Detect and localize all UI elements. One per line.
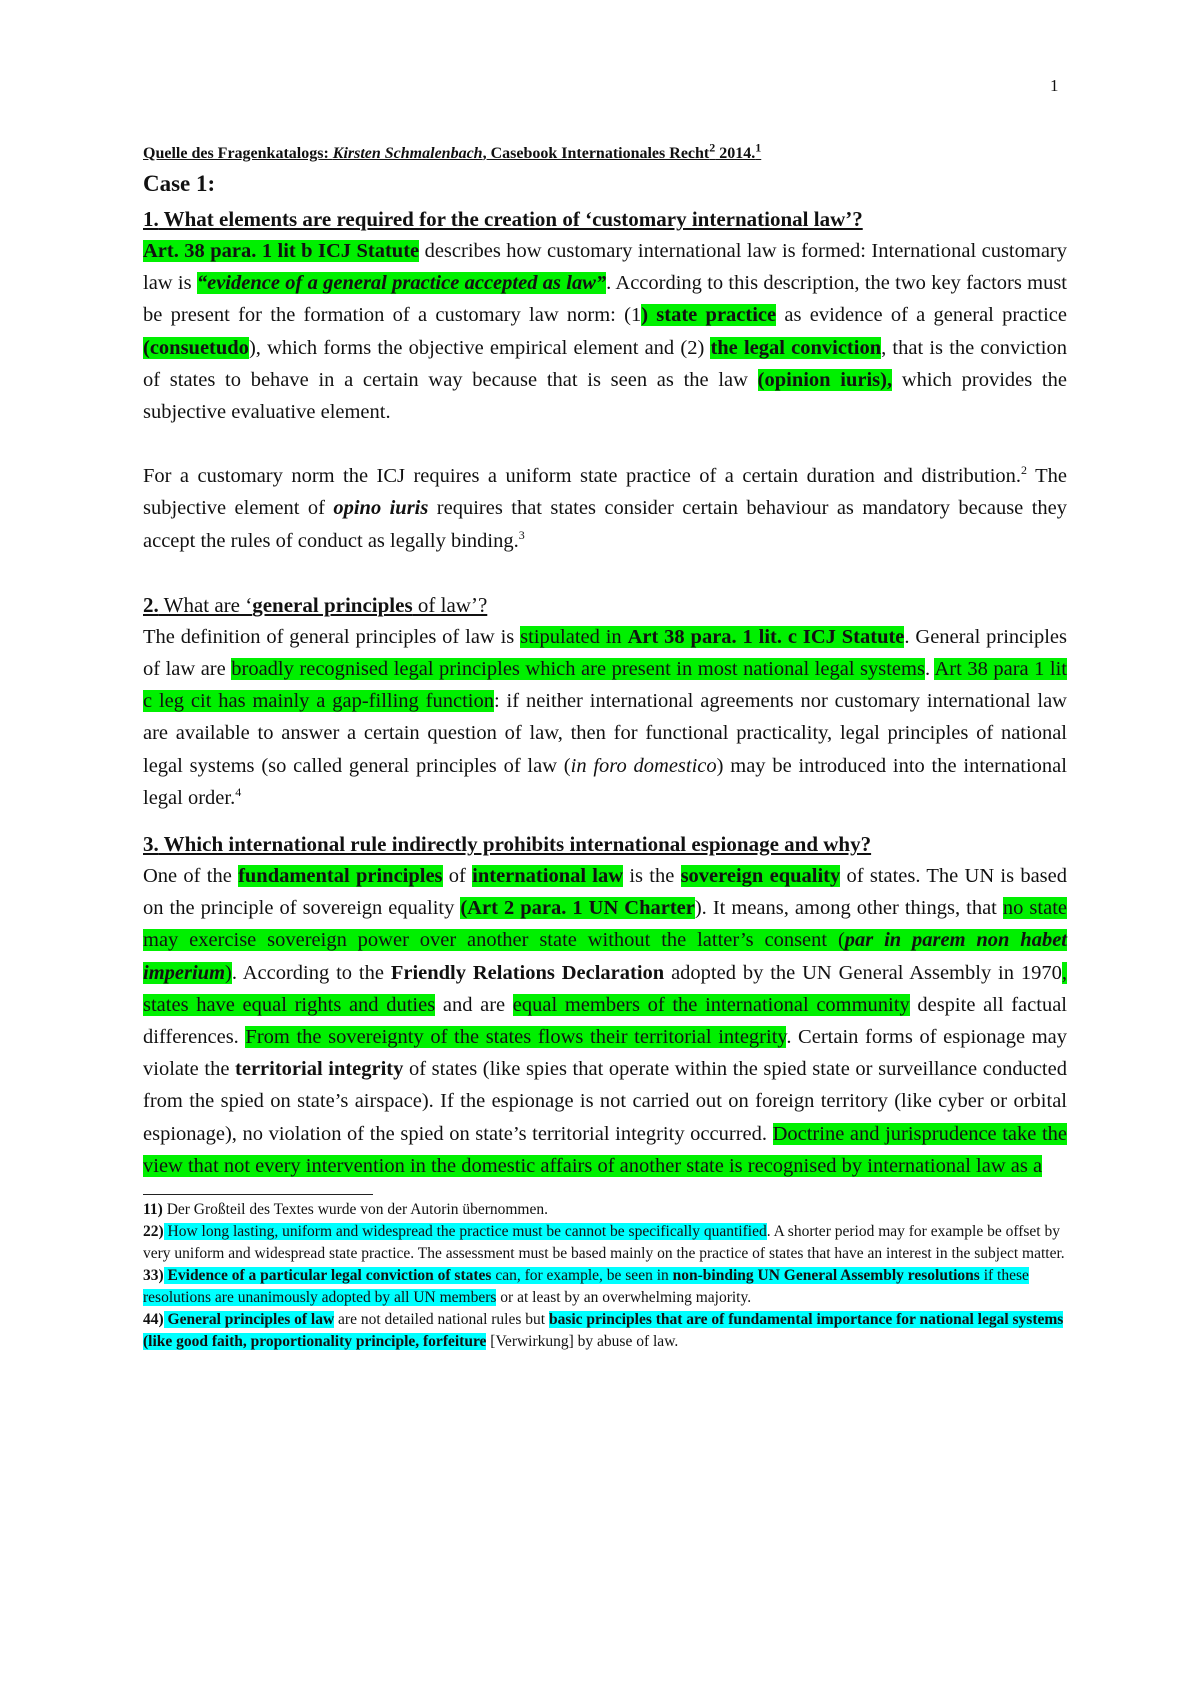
question-1-answer: Art. 38 para. 1 lit b ICJ Statute describes how customary international law is formed: International customary law is “evidence of a general practice accepted as law”. According to this description, the two key factors must be present for the formation of a customary law norm: (1) state practice as evidence of a general practice (consuetudo), which forms the objective empirical element and (2) the legal conviction, that is the conviction of states to behave in a certain way because that is seen as the law (opinion iuris), which provides the subjective evaluative element. — [143, 240, 1067, 424]
footnote-ref-2[interactable]: 2 — [1021, 463, 1028, 478]
footnote-4: 44) General principles of law are not detailed national rules but basic principles that are of fundamental importance for national legal systems (like good faith, proportionality principle, forfeiture [Verwirkung] by abuse of law. — [143, 1311, 1064, 1351]
source-author: Kirsten Schmalenbach — [332, 145, 483, 162]
document-body — [143, 135, 1067, 1353]
question-2-answer: The definition of general principles of law is stipulated in Art 38 para. 1 lit. c ICJ Statute. General principles of law are broadly recognised legal principles which are present in most national legal systems. Art 38 para 1 lit c leg cit has mainly a gap-filling function: if neither international agreements nor customary international law are available to answer a certain question of law, then for functional practicality, legal principles of national legal systems (so called general principles of law (in foro domestico) may be introduced into the international legal order.$^4$ — [143, 625, 1067, 809]
footnote-2: 22) How long lasting, uniform and widespread the practice must be cannot be specifically quantified. A shorter period may for example be offset by very uniform and widespread state practice. The assessment must be based mainly on the practice of states that have an interest in the subject matter. — [143, 1223, 1065, 1263]
question-1-heading: 1. What elements are required for the creation of ‘customary international law’? — [143, 207, 863, 231]
question-3-heading: 3. Which international rule indirectly prohibits international espionage and why? — [143, 832, 872, 857]
source-title: , Casebook Internationales Recht — [482, 145, 710, 162]
question-3-answer: One of the fundamental principles of international law is the sovereign equality of states. The UN is based on the principle of sovereign equality (Art 2 para. 1 UN Charter). It means, among other things, that no state may exercise sovereign power over another state without the latter’s consent (par in parem non habet imperium). According to the Friendly Relations Declaration adopted by the UN General Assembly in 1970, states have equal rights and duties and are equal members of the international community despite all factual differences. From the sovereignty of the states flows their territorial integrity. Certain forms of espionage may violate the territorial integrity of states (like spies that operate within the spied state or surveillance conducted from the spied on state’s airspace). If the espionage is not carried out on foreign territory (like cyber or orbital espionage), no violation of the spied on state’s territorial integrity occurred. Doctrine and jurisprudence take the view that not every intervention in the domestic affairs of another state is recognised by international law as a — [143, 865, 1068, 1177]
edition-sup: 2 — [709, 140, 716, 155]
footnote-ref-1[interactable]: 1 — [755, 140, 762, 155]
footnote-3: 33) Evidence of a particular legal conviction of states can, for example, be seen in non-binding UN General Assembly resolutions if these resolutions are unanimously adopted by all UN members or at least by an overwhelming majority. — [143, 1267, 1029, 1307]
source-line — [143, 140, 1067, 163]
question-1-answer-2: For a customary norm the ICJ requires a uniform state practice of a certain duration and distribution.$^2$ The subjective element of opino iuris requires that states consider certain behaviour as mandatory because they accept the rules of conduct as legally binding.$^3$ — [143, 463, 1067, 552]
footnote-divider — [143, 1194, 373, 1195]
source-prefix: Quelle des Fragenkatalogs: — [143, 145, 333, 162]
footnote-1: 11) Der Großteil des Textes wurde von der Autorin übernommen. — [143, 1201, 548, 1219]
footnotes — [143, 1199, 1067, 1353]
footnote-ref-4[interactable]: 4 — [235, 785, 242, 800]
page-number: 1 — [1050, 76, 1059, 95]
source-year: 2014. — [715, 145, 756, 162]
case-title: Case 1: — [143, 171, 216, 196]
footnote-ref-3[interactable]: 3 — [518, 527, 525, 542]
question-2-heading: 2. What are ‘general principles of law’? — [143, 592, 488, 617]
